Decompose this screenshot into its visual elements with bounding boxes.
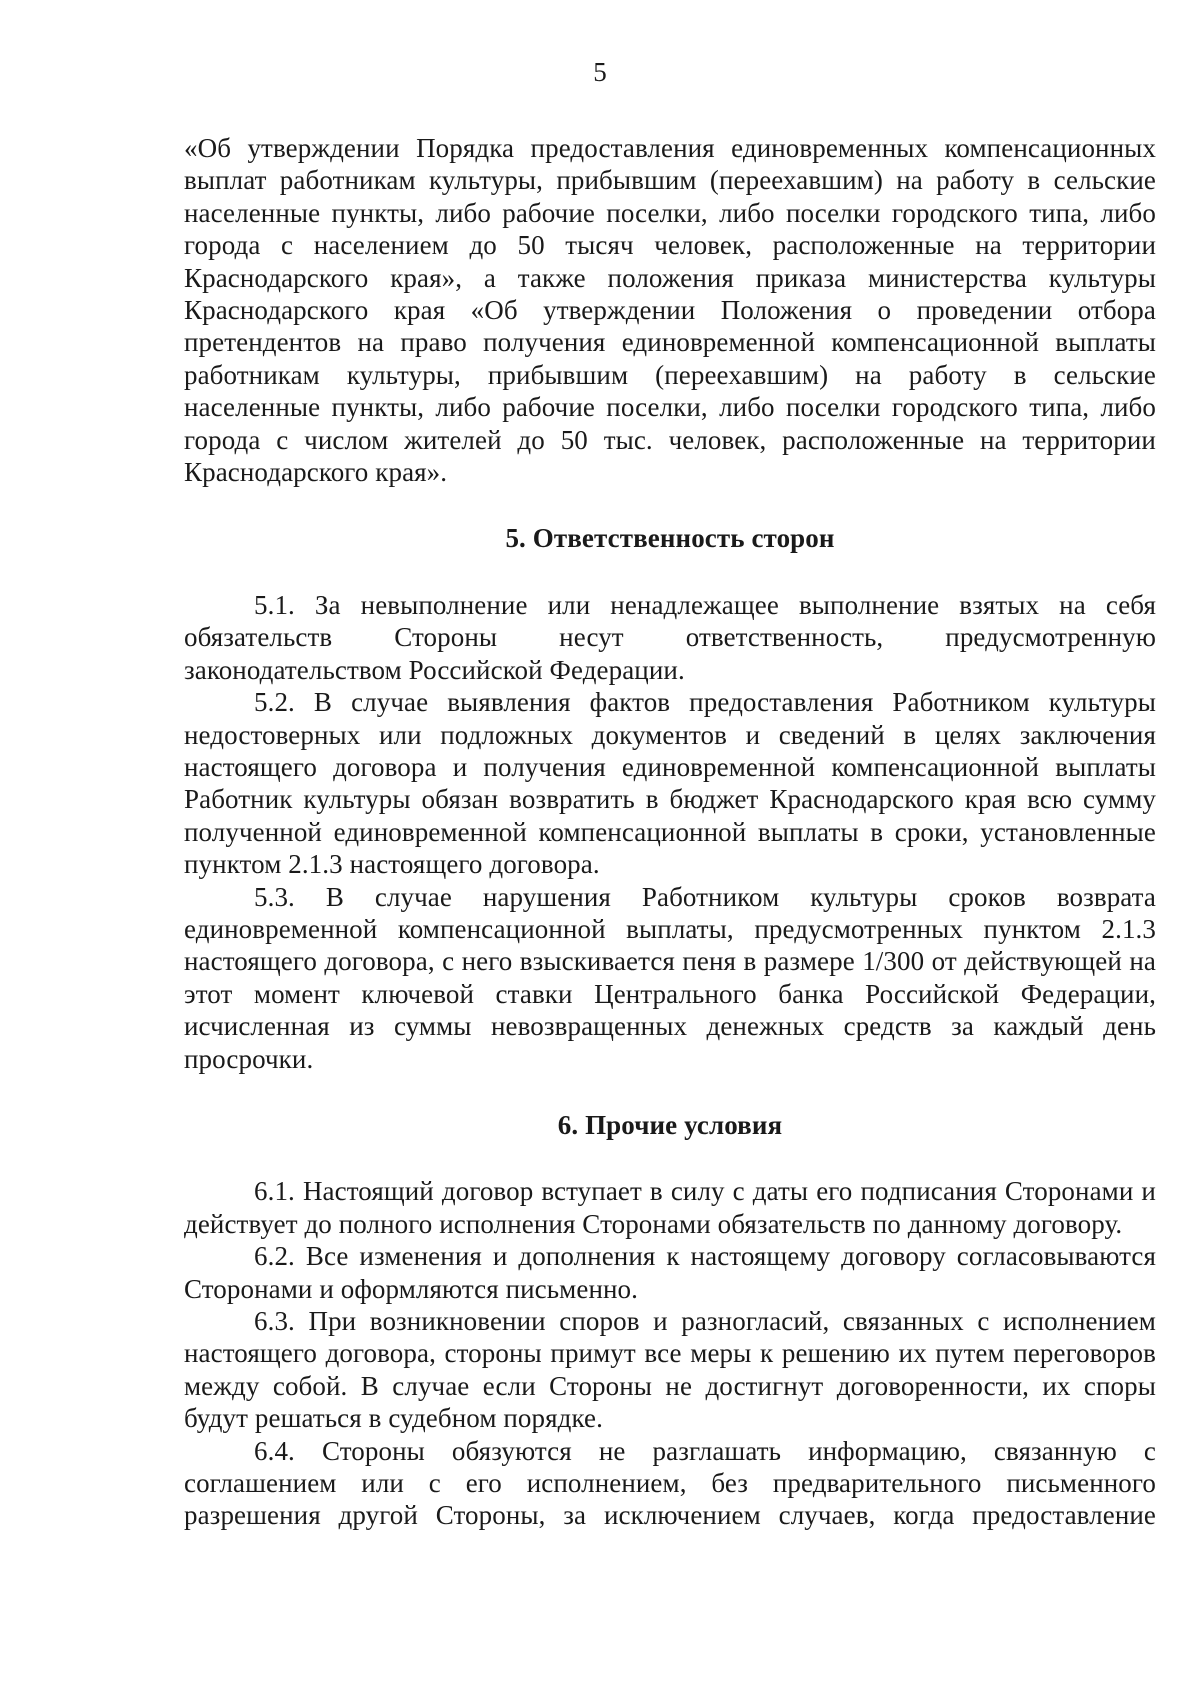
clause-6-3: 6.3. При возникновении споров и разногласий, связанных с исполнением настоящего договора, стороны примут все меры к решению их путем переговоров между собой. В случае если Стороны не достигнут договоренности, их споры будут решаться в судебном порядке.	[184, 1306, 1156, 1434]
clause-5-2: 5.2. В случае выявления фактов предоставления Работником культуры недостоверных или подложных документов и сведений в целях заключения настоящего договора и получения единовременной компенсационной выплаты Работник культуры обязан возвратить в бюджет Краснодарского края всю сумму полученной единовременной компенсационной выплаты в сроки, установленные пунктом 2.1.3 настоящего договора.	[184, 687, 1156, 880]
section-5-heading: 5. Ответственность сторон	[505, 523, 835, 554]
clause-5-1: 5.1. За невыполнение или ненадлежащее выполнение взятых на себя обязательств Стороны несут ответственность, предусмотренную законодательством Российской Федерации.	[184, 589, 1156, 685]
document-body	[184, 132, 1156, 1532]
clause-6-2: 6.2. Все изменения и дополнения к настоящему договору согласовываются Сторонами и оформляются письменно.	[184, 1241, 1156, 1304]
spacer	[184, 1141, 1156, 1175]
clause-6-4: 6.4. Стороны обязуются не разглашать информацию, связанную с соглашением или с его исполнением, без предварительного письменного разрешения другой Стороны, за исключением случаев, когда предоставление	[184, 1435, 1156, 1531]
spacer	[184, 555, 1156, 589]
clause-6-1: 6.1. Настоящий договор вступает в силу с даты его подписания Сторонами и действует до полного исполнения Сторонами обязательств по данному договору.	[184, 1176, 1156, 1239]
spacer	[184, 1075, 1156, 1109]
section-6-heading: 6. Прочие условия	[557, 1109, 783, 1140]
page-number: 5	[593, 57, 607, 87]
spacer	[184, 488, 1156, 522]
clause-5-3: 5.3. В случае нарушения Работником культуры сроков возврата единовременной компенсационной выплаты, предусмотренных пунктом 2.1.3 настоящего договора, с него взыскивается пеня в размере 1/300 от действующей на этот момент ключевой ставки Центрального банка Российской Федерации, исчисленная из суммы невозвращенных денежных средств за каждый день просрочки.	[184, 881, 1156, 1074]
intro-paragraph: «Об утверждении Порядка предоставления единовременных компенсационных выплат работникам культуры, прибывшим (переехавшим) на работу в сельские населенные пункты, либо рабочие поселки, либо поселки городского типа, либо города с населением до 50 тысяч человек, расположенные на территории Краснодарского края», а также положения приказа министерства культуры Краснодарского края «Об утверждении Положения о проведении отбора претендентов на право получения единовременной компенсационной выплаты работникам культуры, прибывшим (переехавшим) на работу в сельские населенные пункты, либо рабочие поселки, либо поселки городского типа, либо города с числом жителей до 50 тыс. человек, расположенные на территории Краснодарского края».	[184, 133, 1156, 488]
